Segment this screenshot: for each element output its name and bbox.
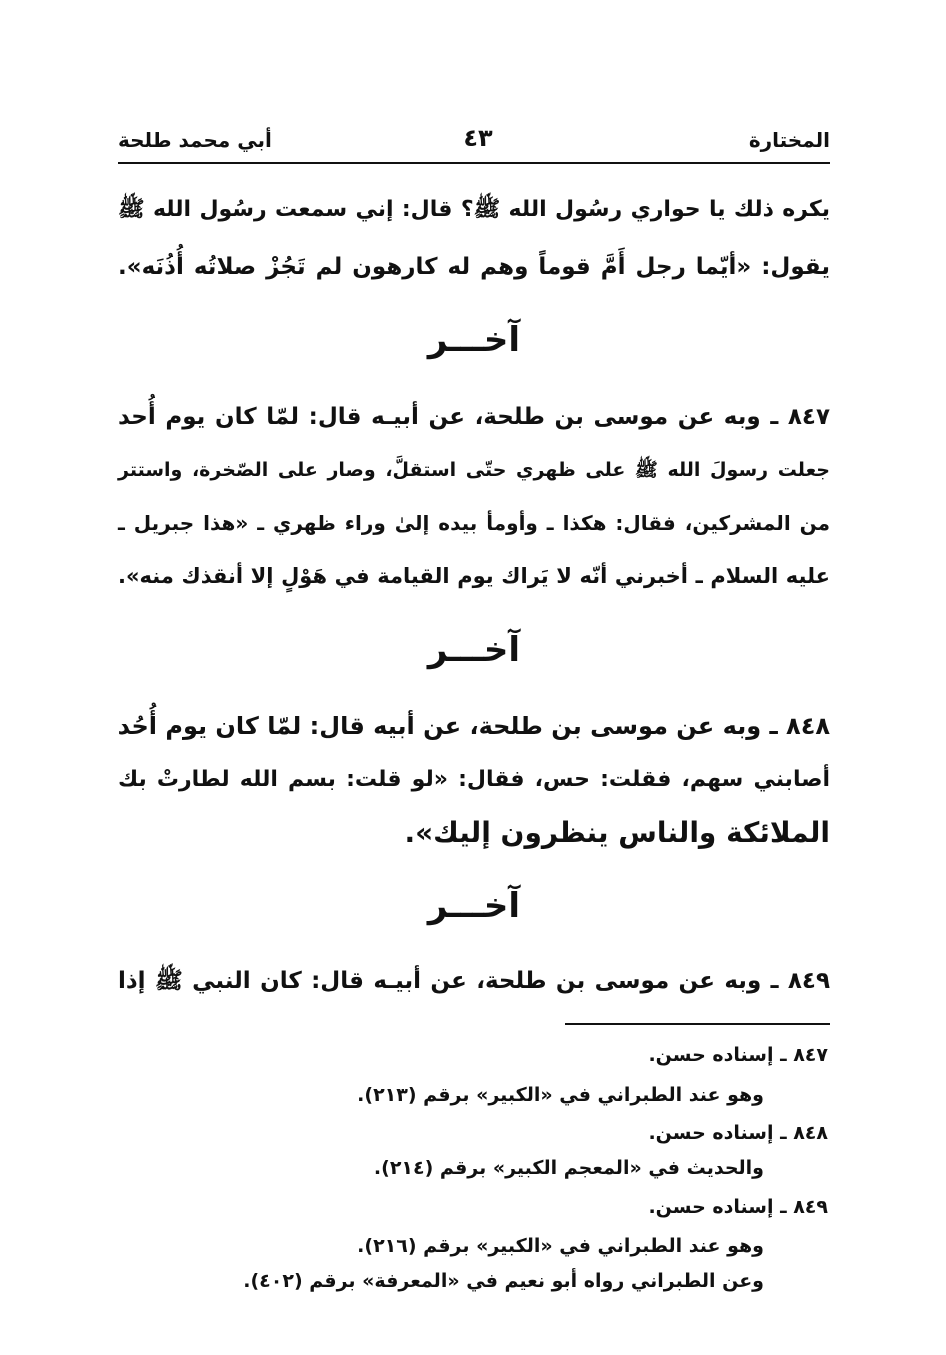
- hadith-847-line-2: جعلت رسولَ الله ﷺ على ظهري حتّى استقلَّ، وصار على الصّخرة، واستتر: [118, 459, 830, 481]
- header-divider: [118, 162, 830, 164]
- footnote-divider: [565, 1023, 830, 1025]
- footnote-848-source: والحديث في «المعجم الكبير» برقم (٢١٤).: [373, 1157, 764, 1179]
- section-heading: آخـــر: [427, 320, 521, 360]
- intro-line-1: يكره ذلك يا حواري رسُول الله ﷺ؟ قال: إني سمعت رسُول الله ﷺ: [118, 197, 830, 222]
- footnote-847-grade: ٨٤٧ ـ إسناده حسن.: [648, 1044, 828, 1066]
- running-header: [118, 124, 830, 158]
- hadith-848-line-2: أصابني سهم، فقلت: حس، فقال: «لو قلت: بسم الله لطارتْ بك: [118, 767, 830, 792]
- footnote-848-grade: ٨٤٨ ـ إسناده حسن.: [648, 1122, 828, 1144]
- header-book-title: المختارة: [748, 128, 830, 152]
- hadith-847-line-1: ٨٤٧ ـ وبه عن موسى بن طلحة، عن أبيـه قال: لمّا كان يوم أُحد: [118, 404, 830, 430]
- footnote-849-source: وهو عند الطبراني في «الكبير» برقم (٢١٦).: [357, 1235, 764, 1257]
- footnote-849-grade: ٨٤٩ ـ إسناده حسن.: [648, 1196, 828, 1218]
- hadith-847-line-4: عليه السلام ـ أخبرني أنّه لا يَراك يوم القيامة في هَوْلٍ إلا أنقذك منه».: [118, 564, 830, 588]
- section-heading: آخـــر: [427, 886, 521, 926]
- hadith-849-line-1: ٨٤٩ ـ وبه عن موسى بن طلحة، عن أبيـه قال: كان النبي ﷺ إذا: [118, 968, 830, 994]
- hadith-847-line-3: من المشركين، فقال: هكذا ـ وأومأ بيده إلىٰ وراء ظهري ـ «هذا جبريل ـ: [118, 511, 830, 535]
- intro-line-2: يقول: «أيّما رجل أَمَّ قوماً وهم له كارهون لم تَجُزْ صلاتُه أُذُنَه».: [118, 254, 830, 280]
- hadith-848-line-3: الملائكة والناس ينظرون إليك».: [404, 816, 830, 849]
- page-number: ٤٣: [463, 124, 493, 152]
- hadith-848-line-1: ٨٤٨ ـ وبه عن موسى بن طلحة، عن أبيه قال: لمّا كان يوم أُحُد: [117, 712, 830, 740]
- footnote-847-source: وهو عند الطبراني في «الكبير» برقم (٢١٣).: [357, 1084, 764, 1106]
- header-section-title: أبي محمد طلحة: [118, 128, 272, 152]
- section-heading: آخـــر: [427, 630, 521, 670]
- footnote-849-source-2: وعن الطبراني رواه أبو نعيم في «المعرفة» برقم (٤٠٢).: [243, 1270, 764, 1292]
